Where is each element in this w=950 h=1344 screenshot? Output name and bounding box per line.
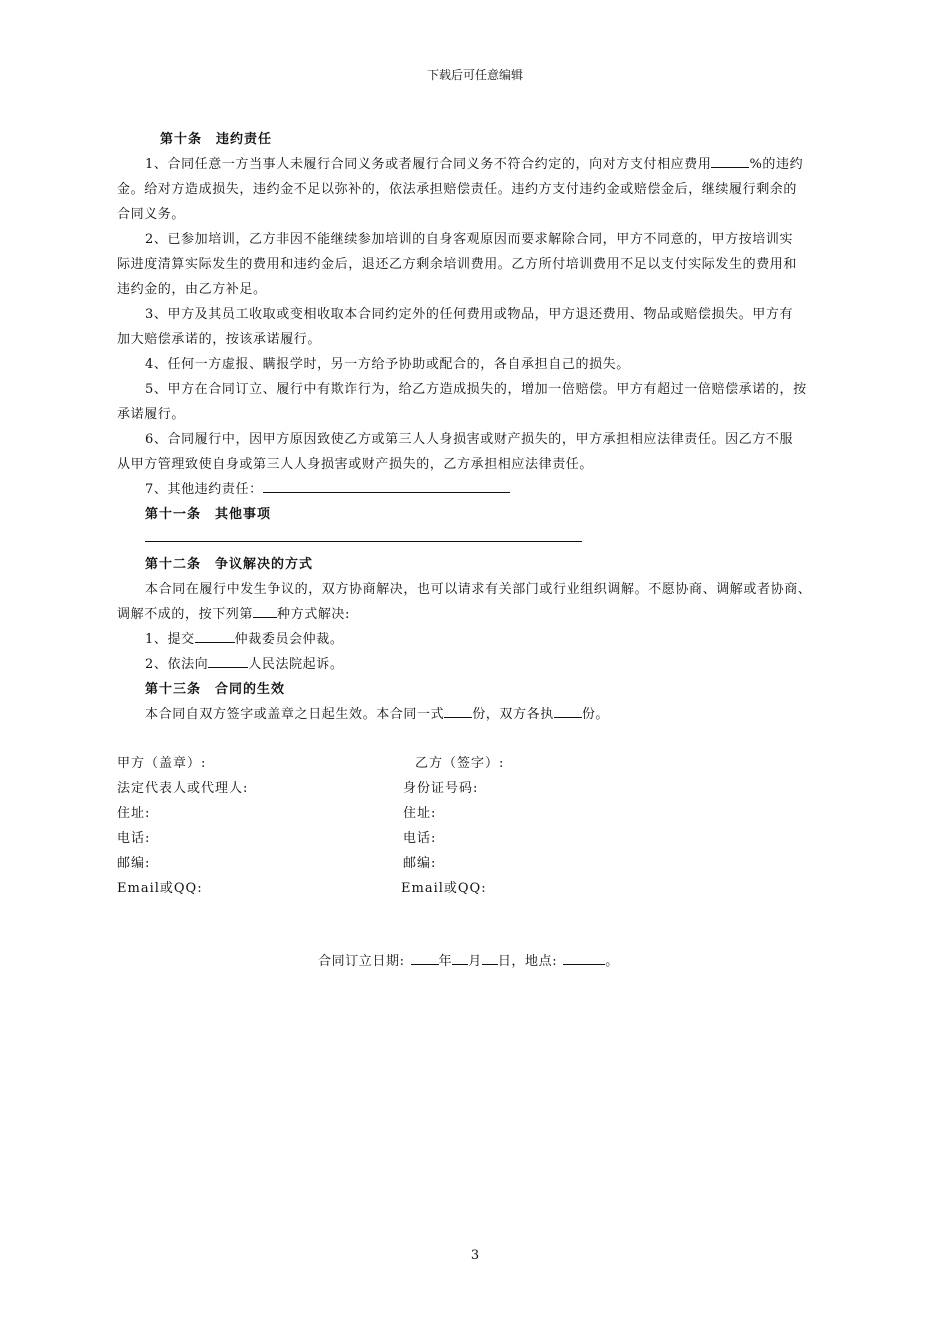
article-10-p3-line1: 3、甲方及其员工收取或变相收取本合同约定外的任何费用或物品，甲方退还费用、物品或赔偿损失。甲方有 xyxy=(145,307,794,322)
article-13-heading: 第十三条 合同的生效 xyxy=(145,682,286,697)
party-b-id-number: 身份证号码: xyxy=(403,781,479,796)
text: 7、其他违约责任： xyxy=(145,482,263,497)
text: 。 xyxy=(605,954,619,969)
party-b-phone: 电话: xyxy=(403,831,437,846)
blank-year[interactable] xyxy=(411,950,439,965)
text: 种方式解决: xyxy=(277,607,350,622)
article-12-heading: 第十二条 争议解决的方式 xyxy=(145,557,314,572)
party-a-address: 住址: xyxy=(117,806,151,821)
page-header: 下载后可任意编辑 xyxy=(426,68,523,82)
blank-day[interactable] xyxy=(482,950,498,965)
party-a-email: Email或QQ: xyxy=(117,881,203,896)
blank-copies-each[interactable] xyxy=(554,703,582,718)
text: 日，地点: xyxy=(497,954,558,969)
article-12-p1-line2 xyxy=(117,603,350,622)
blank-place[interactable] xyxy=(563,950,605,965)
party-a-postcode: 邮编: xyxy=(117,856,151,871)
article-10-p6-line2: 从甲方管理致使自身或第三人人身损害或财产损失的，乙方承担相应法律责任。 xyxy=(117,457,594,472)
blank-other-liability[interactable] xyxy=(263,478,510,493)
blank-resolution-method[interactable] xyxy=(253,603,277,618)
text: 人民法院起诉。 xyxy=(248,657,344,672)
text: 合同订立日期: xyxy=(318,954,405,969)
article-10-heading: 第十条 违约责任 xyxy=(160,132,273,147)
party-a-phone: 电话: xyxy=(117,831,151,846)
text: 年 xyxy=(438,954,453,969)
party-a-title: 甲方（盖章）: xyxy=(117,756,207,771)
article-12-option-1 xyxy=(145,628,343,647)
article-10-p1-line1 xyxy=(145,153,803,172)
article-12-p1-line1: 本合同在履行中发生争议的，双方协商解决，也可以请求有关部门或行业组织调解。不愿协商、调解或者协商、 xyxy=(145,582,812,597)
article-10-p6-line1: 6、合同履行中，因甲方原因致使乙方或第三人人身损害或财产损失的，甲方承担相应法律责任。因乙方不服 xyxy=(145,432,794,447)
text: 1、合同任意一方当事人未履行合同义务或者履行合同义务不符合约定的，向对方支付相应费用 xyxy=(145,157,712,172)
article-10-p5-line1: 5、甲方在合同订立、履行中有欺诈行为，给乙方造成损失的，增加一倍赔偿。甲方有超过一倍赔偿承诺的，按 xyxy=(145,382,807,397)
article-13-p1 xyxy=(145,703,609,722)
blank-copies-total[interactable] xyxy=(444,703,472,718)
text: 2、依法向 xyxy=(145,657,209,672)
blank-month[interactable] xyxy=(452,950,468,965)
article-10-p2-line2: 际进度清算实际发生的费用和违约金后，退还乙方剩余培训费用。乙方所付培训费用不足以支付实际发生的费用和 xyxy=(117,257,798,272)
article-12-option-2 xyxy=(145,653,343,672)
text: 本合同自双方签字或盖章之日起生效。本合同一式 xyxy=(145,707,445,722)
article-11-heading: 第十一条 其他事项 xyxy=(145,507,272,522)
signing-date-line xyxy=(318,950,619,969)
article-10-p1-line3: 合同义务。 xyxy=(117,207,186,222)
text: 仲裁委员会仲裁。 xyxy=(234,632,344,647)
text: 月 xyxy=(468,954,482,969)
text: 1、提交 xyxy=(145,632,195,647)
blank-penalty-percent[interactable] xyxy=(711,153,749,168)
blank-other-matters[interactable] xyxy=(145,541,582,542)
blank-arbitration-committee[interactable] xyxy=(195,628,235,643)
text: 份，双方各执 xyxy=(472,707,554,722)
text: %的违约 xyxy=(749,157,804,172)
page-number: 3 xyxy=(470,1248,480,1263)
party-b-postcode: 邮编: xyxy=(403,856,437,871)
article-10-p5-line2: 承诺履行。 xyxy=(117,407,186,422)
party-a-representative: 法定代表人或代理人: xyxy=(117,781,249,796)
party-b-email: Email或QQ: xyxy=(401,881,487,896)
party-b-title: 乙方（签字）: xyxy=(415,756,505,771)
article-10-p7 xyxy=(145,478,510,497)
article-10-p3-line2: 加大赔偿承诺的，按该承诺履行。 xyxy=(117,332,322,347)
party-b-address: 住址: xyxy=(403,806,437,821)
article-10-p4: 4、任何一方虚报、瞒报学时，另一方给予协助或配合的，各自承担自己的损失。 xyxy=(145,357,630,372)
article-10-p2-line3: 违约金的，由乙方补足。 xyxy=(117,282,267,297)
text: 调解不成的，按下列第 xyxy=(117,607,254,622)
article-10-p1-line2: 金。给对方造成损失，违约金不足以弥补的，依法承担赔偿责任。违约方支付违约金或赔偿金后，继续履行剩余的 xyxy=(117,182,798,197)
article-10-p2-line1: 2、已参加培训，乙方非因不能继续参加培训的自身客观原因而要求解除合同，甲方不同意的，甲方按培训实 xyxy=(145,232,794,247)
blank-court[interactable] xyxy=(208,653,248,668)
text: 份。 xyxy=(581,707,610,722)
